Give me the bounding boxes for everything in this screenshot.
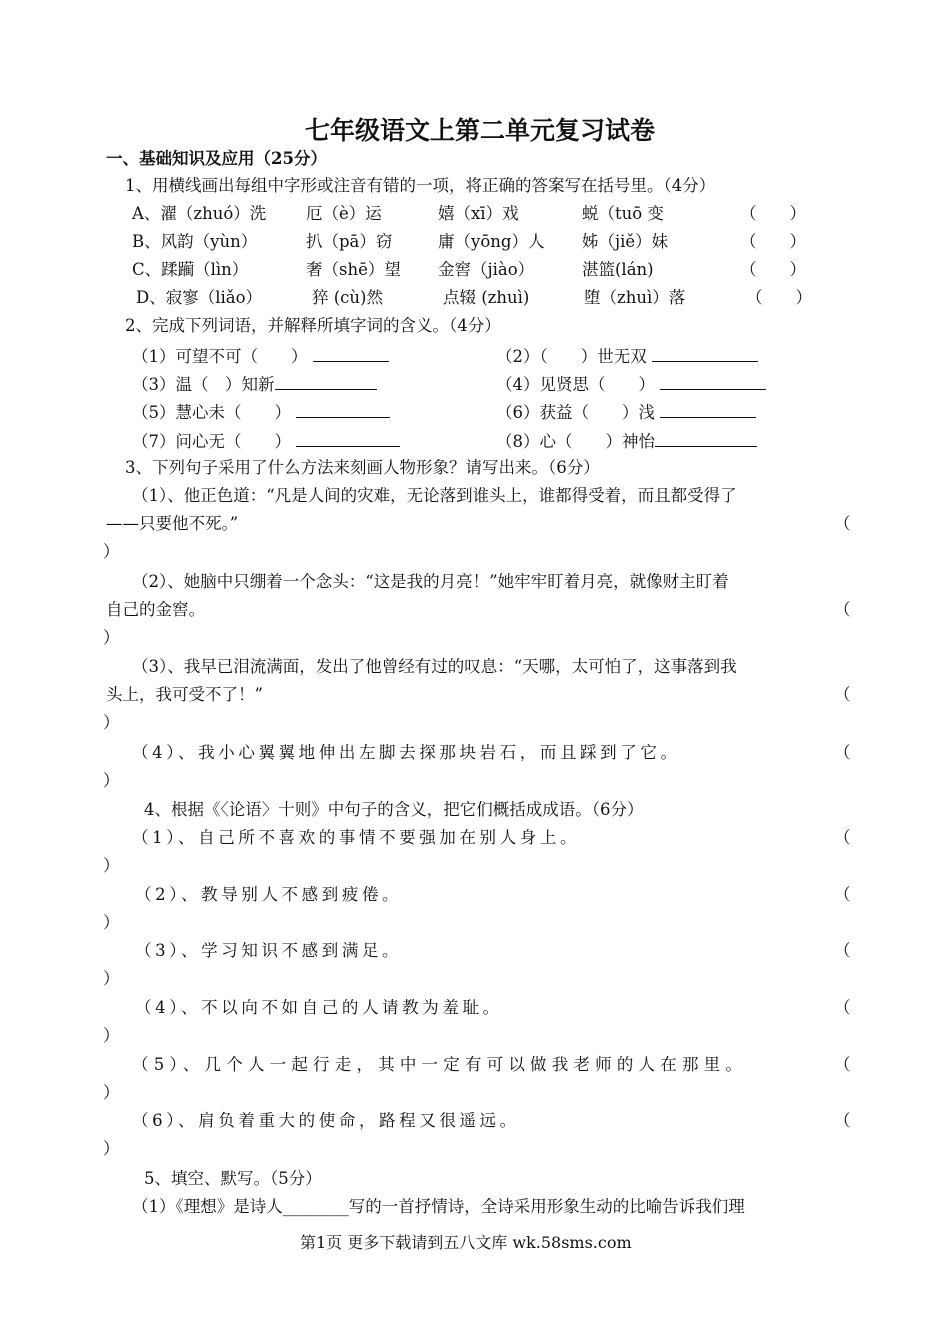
answer-paren-close: ） bbox=[103, 1139, 120, 1158]
question-1-stem: 1、用横线画出每组中字形或注音有错的一项，将正确的答案写在括号里。（4分） bbox=[125, 176, 716, 195]
answer-paren: （ ） bbox=[740, 232, 806, 251]
answer-blank[interactable] bbox=[296, 403, 390, 418]
option-cell: 堕（zhuì）落 bbox=[584, 288, 686, 307]
answer-blank[interactable] bbox=[652, 347, 758, 362]
fill-item: （1）可望不可（ ） bbox=[132, 347, 389, 366]
fill-item: （6）获益（ ）浅 bbox=[496, 403, 756, 422]
answer-paren-close: ） bbox=[103, 542, 120, 561]
option-cell: 猝 (cù)然 bbox=[312, 288, 383, 307]
option-cell: 嬉（xī）戏 bbox=[438, 204, 519, 223]
question-3-stem: 3、下列句子采用了什么方法来刻画人物形象？请写出来。（6分） bbox=[125, 458, 600, 477]
answer-blank[interactable] bbox=[660, 403, 756, 418]
option-a: A、濯（zhuó）洗 bbox=[132, 204, 267, 223]
answer-blank[interactable] bbox=[655, 432, 757, 447]
list-item: （4）、不以向不如自己的人请教为羞耻。 bbox=[135, 998, 503, 1017]
section-heading: 一、基础知识及应用（25分） bbox=[106, 149, 327, 168]
sentence-line: （1）、他正色道：“凡是人间的灾难，无论落到谁头上，谁都得受着，而且都受得了 bbox=[132, 486, 737, 505]
answer-blank[interactable] bbox=[313, 347, 389, 362]
sentence-line: （1）《理想》是诗人________写的一首抒情诗，全诗采用形象生动的比喻告诉我们理 bbox=[132, 1197, 745, 1216]
answer-paren-close: ） bbox=[103, 1083, 120, 1102]
answer-blank[interactable] bbox=[660, 375, 766, 390]
answer-paren: （ ） bbox=[740, 204, 806, 223]
list-item: （6）、肩负着重大的使命，路程又很遥远。 bbox=[132, 1111, 520, 1130]
answer-paren-close: ） bbox=[103, 969, 120, 988]
page-footer: 第1页 更多下载请到五八文库 wk.58sms.com bbox=[300, 1233, 632, 1252]
answer-paren: （ ） bbox=[740, 260, 806, 279]
answer-paren-open: （ bbox=[834, 998, 851, 1017]
answer-paren-close: ） bbox=[103, 913, 120, 932]
sentence-line: 头上，我可受不了！” bbox=[106, 685, 263, 704]
sentence-line: （4）、我小心翼翼地伸出左脚去探那块岩石，而且踩到了它。 bbox=[132, 743, 681, 762]
option-b: B、风韵（yùn） bbox=[132, 232, 258, 251]
option-cell: 扒（pā）窃 bbox=[306, 232, 393, 251]
list-item: （1）、自己所不喜欢的事情不要强加在别人身上。 bbox=[132, 828, 581, 847]
page-title: 七年级语文上第二单元复习试卷 bbox=[305, 116, 656, 145]
option-c: C、蹂躏（lìn） bbox=[132, 260, 249, 279]
fill-item: （8）心（ ）神怡 bbox=[496, 432, 757, 451]
sentence-line: （2）、她脑中只绷着一个念头：“这是我的月亮！”她牢牢盯着月亮，就像财主盯着 bbox=[132, 572, 729, 591]
fill-item: （3）温（ ）知新 bbox=[132, 375, 377, 394]
list-item: （2）、教导别人不感到疲倦。 bbox=[135, 885, 403, 904]
answer-paren-open: （ bbox=[834, 941, 851, 960]
answer-paren-open: （ bbox=[834, 685, 851, 704]
sentence-line: ——只要他不死。” bbox=[106, 514, 239, 533]
answer-paren-open: （ bbox=[834, 1055, 851, 1074]
option-cell: 奢（shē）望 bbox=[306, 260, 401, 279]
answer-blank[interactable] bbox=[275, 375, 377, 390]
fill-item: （7）问心无（ ） bbox=[132, 432, 400, 451]
option-cell: 点辍 (zhuì) bbox=[443, 288, 530, 307]
answer-paren-close: ） bbox=[103, 628, 120, 647]
option-cell: 湛篮(lán) bbox=[582, 260, 654, 279]
option-cell: 金窖（jiào） bbox=[438, 260, 535, 279]
option-d: D、寂寥（liǎo） bbox=[136, 288, 263, 307]
option-cell: 庸（yōng）人 bbox=[438, 232, 545, 251]
list-item: （3）、学习知识不感到满足。 bbox=[135, 941, 403, 960]
option-cell: 蜕（tuō 变 bbox=[582, 204, 664, 223]
answer-paren-open: （ bbox=[834, 600, 851, 619]
question-4-stem: 4、根据《〈论语〉十则》中句子的含义，把它们概括成成语。（6分） bbox=[144, 800, 644, 819]
sentence-line: （3）、我早已泪流满面，发出了他曾经有过的叹息：“天哪，太可怕了，这事落到我 bbox=[132, 657, 737, 676]
fill-item: （4）见贤思（ ） bbox=[496, 375, 766, 394]
sentence-line: 自己的金窖。 bbox=[106, 600, 205, 619]
question-2-stem: 2、完成下列词语，并解释所填字词的含义。（4分） bbox=[125, 316, 501, 335]
answer-paren-open: （ bbox=[834, 885, 851, 904]
fill-item: （5）慧心未（ ） bbox=[132, 403, 390, 422]
answer-paren-open: （ bbox=[834, 828, 851, 847]
option-cell: 厄（è）运 bbox=[306, 204, 382, 223]
option-cell: 姊（jiě）妹 bbox=[582, 232, 669, 251]
question-5-stem: 5、填空、默写。（5分） bbox=[144, 1169, 322, 1188]
answer-paren-open: （ bbox=[834, 743, 851, 762]
answer-paren-close: ） bbox=[103, 713, 120, 732]
answer-blank[interactable] bbox=[296, 432, 400, 447]
answer-paren-open: （ bbox=[834, 514, 851, 533]
answer-paren-close: ） bbox=[103, 1026, 120, 1045]
answer-paren-open: （ bbox=[834, 1111, 851, 1130]
answer-paren-close: ） bbox=[103, 771, 120, 790]
fill-item: （2）（ ）世无双 bbox=[496, 347, 758, 366]
answer-paren-close: ） bbox=[103, 856, 120, 875]
answer-paren: （ ） bbox=[746, 288, 812, 307]
list-item: （5）、几个人一起行走，其中一定有可以做我老师的人在那里。 bbox=[132, 1055, 748, 1074]
